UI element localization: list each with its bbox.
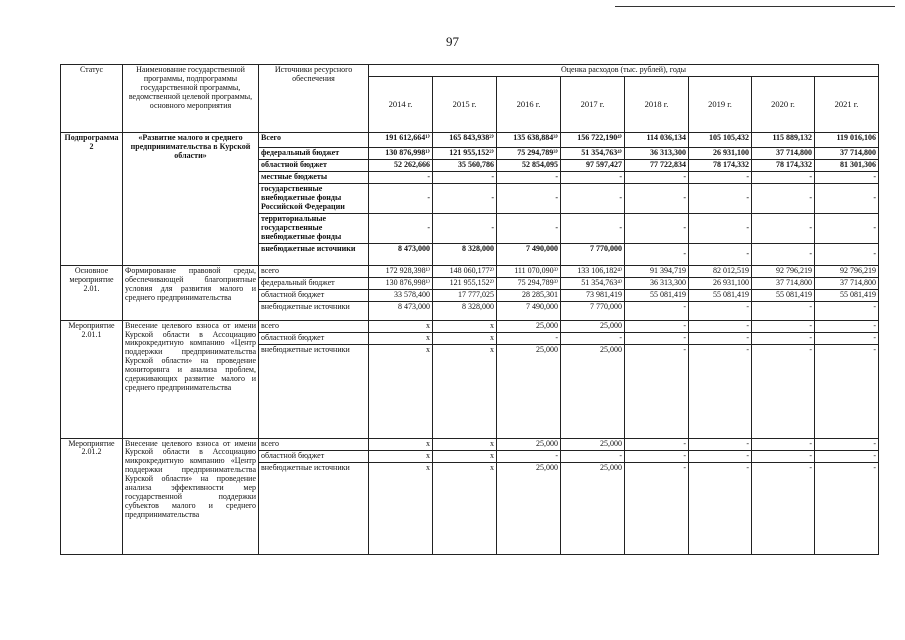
- source-cell: всего: [259, 265, 369, 277]
- value-cell: 130 876,998¹⁾: [369, 147, 433, 159]
- value-cell: 130 876,998¹⁾: [369, 277, 433, 289]
- value-cell: -: [625, 183, 689, 213]
- source-cell: внебюджетные источники: [259, 243, 369, 265]
- value-cell: -: [689, 332, 752, 344]
- source-cell: внебюджетные источники: [259, 462, 369, 554]
- value-cell: -: [625, 320, 689, 332]
- value-cell: 51 354,763⁴⁾: [561, 147, 625, 159]
- value-cell: -: [689, 243, 752, 265]
- value-cell: 25,000: [497, 344, 561, 438]
- value-cell: -: [369, 171, 433, 183]
- value-cell: 82 012,519: [689, 265, 752, 277]
- source-cell: федеральный бюджет: [259, 277, 369, 289]
- value-cell: -: [625, 438, 689, 450]
- value-cell: x: [369, 462, 433, 554]
- value-cell: 55 081,419: [625, 289, 689, 301]
- value-cell: -: [815, 171, 879, 183]
- value-cell: 35 560,786: [433, 159, 497, 171]
- source-cell: областной бюджет: [259, 332, 369, 344]
- value-cell: 55 081,419: [752, 289, 815, 301]
- row-status: Подпрограмма 2: [61, 132, 123, 265]
- year-header: 2019 г.: [689, 76, 752, 132]
- value-cell: 26 931,100: [689, 147, 752, 159]
- value-cell: -: [689, 171, 752, 183]
- value-cell: -: [815, 462, 879, 554]
- header-status: Статус: [61, 65, 123, 133]
- value-cell: -: [561, 450, 625, 462]
- value-cell: x: [433, 438, 497, 450]
- value-cell: 81 301,306: [815, 159, 879, 171]
- value-cell: -: [752, 171, 815, 183]
- table-row: [61, 132, 879, 147]
- value-cell: 91 394,719: [625, 265, 689, 277]
- value-cell: -: [752, 183, 815, 213]
- value-cell: 37 714,800: [752, 147, 815, 159]
- value-cell: 135 638,884³⁾: [497, 132, 561, 147]
- row-name: «Развитие малого и среднего предпринимательства в Курской области»: [123, 132, 259, 265]
- value-cell: -: [815, 320, 879, 332]
- row-name: Внесение целевого взноса от имени Курской области в Ассоциацию микрокредитную компанию «Центр поддержки предпринимательства Курской области» на проведение мониторинга и анализа проблем, сдерживающих развитие малого и среднего предпринимательства: [123, 320, 259, 438]
- row-name: Внесение целевого взноса от имени Курской области в Ассоциацию микрокредитную компанию «Центр поддержки предпринимательства Курской области» на проведение анализа эффективности мер государственной поддержки субъектов малого и среднего предпринимательства: [123, 438, 259, 554]
- value-cell: -: [752, 462, 815, 554]
- value-cell: x: [369, 344, 433, 438]
- value-cell: 105 105,432: [689, 132, 752, 147]
- value-cell: x: [433, 344, 497, 438]
- value-cell: 8 328,000: [433, 301, 497, 320]
- value-cell: x: [433, 320, 497, 332]
- header-name: Наименование государственной программы, подпрограммы государственной программы, ведомственной целевой программы, основного мероприятия: [123, 65, 259, 133]
- source-cell: всего: [259, 320, 369, 332]
- value-cell: -: [561, 183, 625, 213]
- source-cell: областной бюджет: [259, 159, 369, 171]
- value-cell: 37 714,800: [752, 277, 815, 289]
- row-status: Мероприятие 2.01.2: [61, 438, 123, 554]
- year-header: 2015 г.: [433, 76, 497, 132]
- year-header: 2020 г.: [752, 76, 815, 132]
- year-header: 2017 г.: [561, 76, 625, 132]
- value-cell: 33 578,400: [369, 289, 433, 301]
- value-cell: 55 081,419: [689, 289, 752, 301]
- value-cell: -: [689, 320, 752, 332]
- value-cell: 7 770,000: [561, 301, 625, 320]
- year-header: 2014 г.: [369, 76, 433, 132]
- value-cell: 8 473,000: [369, 243, 433, 265]
- value-cell: 8 473,000: [369, 301, 433, 320]
- source-cell: федеральный бюджет: [259, 147, 369, 159]
- value-cell: 191 612,664¹⁾: [369, 132, 433, 147]
- value-cell: -: [561, 213, 625, 243]
- value-cell: 115 889,132: [752, 132, 815, 147]
- value-cell: -: [433, 213, 497, 243]
- page-number: 97: [446, 34, 459, 49]
- value-cell: -: [752, 320, 815, 332]
- year-header: 2016 г.: [497, 76, 561, 132]
- value-cell: 26 931,100: [689, 277, 752, 289]
- value-cell: 148 060,177²⁾: [433, 265, 497, 277]
- source-cell: государственные внебюджетные фонды Российской Федерации: [259, 183, 369, 213]
- value-cell: 25,000: [561, 344, 625, 438]
- value-cell: -: [433, 171, 497, 183]
- value-cell: 8 328,000: [433, 243, 497, 265]
- value-cell: -: [752, 450, 815, 462]
- value-cell: 172 928,398¹⁾: [369, 265, 433, 277]
- table-row: [61, 438, 879, 450]
- value-cell: x: [369, 320, 433, 332]
- value-cell: -: [752, 301, 815, 320]
- value-cell: 114 036,134: [625, 132, 689, 147]
- value-cell: -: [497, 450, 561, 462]
- value-cell: -: [625, 243, 689, 265]
- value-cell: -: [752, 243, 815, 265]
- value-cell: 25,000: [561, 320, 625, 332]
- value-cell: -: [752, 438, 815, 450]
- value-cell: -: [815, 301, 879, 320]
- source-cell: областной бюджет: [259, 289, 369, 301]
- value-cell: 36 313,300: [625, 277, 689, 289]
- value-cell: -: [497, 332, 561, 344]
- value-cell: 111 070,090³⁾: [497, 265, 561, 277]
- value-cell: -: [561, 332, 625, 344]
- value-cell: 75 294,789³⁾: [497, 277, 561, 289]
- value-cell: 52 262,666: [369, 159, 433, 171]
- value-cell: 37 714,800: [815, 147, 879, 159]
- value-cell: -: [561, 171, 625, 183]
- value-cell: 36 313,300: [625, 147, 689, 159]
- value-cell: 51 354,763⁴⁾: [561, 277, 625, 289]
- value-cell: -: [815, 183, 879, 213]
- header-estimate: Оценка расходов (тыс. рублей), годы: [369, 65, 879, 77]
- value-cell: -: [689, 301, 752, 320]
- expenditure-table: [60, 64, 879, 555]
- value-cell: -: [497, 183, 561, 213]
- value-cell: 92 796,219: [752, 265, 815, 277]
- source-cell: местные бюджеты: [259, 171, 369, 183]
- value-cell: -: [752, 213, 815, 243]
- value-cell: 55 081,419: [815, 289, 879, 301]
- value-cell: -: [815, 344, 879, 438]
- value-cell: 156 722,190⁴⁾: [561, 132, 625, 147]
- value-cell: 133 106,182⁴⁾: [561, 265, 625, 277]
- value-cell: 119 016,106: [815, 132, 879, 147]
- value-cell: 25,000: [497, 320, 561, 332]
- value-cell: 25,000: [497, 462, 561, 554]
- value-cell: 7 770,000: [561, 243, 625, 265]
- source-cell: территориальные государственные внебюджетные фонды: [259, 213, 369, 243]
- value-cell: -: [625, 301, 689, 320]
- row-status: Мероприятие 2.01.1: [61, 320, 123, 438]
- value-cell: -: [689, 344, 752, 438]
- top-rule: [615, 6, 895, 7]
- value-cell: -: [369, 183, 433, 213]
- value-cell: -: [815, 450, 879, 462]
- value-cell: -: [689, 462, 752, 554]
- value-cell: 7 490,000: [497, 301, 561, 320]
- value-cell: 28 285,301: [497, 289, 561, 301]
- value-cell: x: [369, 332, 433, 344]
- value-cell: 97 597,427: [561, 159, 625, 171]
- value-cell: 25,000: [561, 462, 625, 554]
- value-cell: -: [689, 183, 752, 213]
- year-header: 2021 г.: [815, 76, 879, 132]
- value-cell: 77 722,834: [625, 159, 689, 171]
- value-cell: -: [689, 213, 752, 243]
- source-cell: внебюджетные источники: [259, 301, 369, 320]
- value-cell: -: [689, 438, 752, 450]
- value-cell: -: [752, 332, 815, 344]
- value-cell: 25,000: [561, 438, 625, 450]
- value-cell: -: [625, 171, 689, 183]
- row-name: Формирование правовой среды, обеспечивающей благоприятные условия для развития малого и среднего предпринимательства: [123, 265, 259, 320]
- source-cell: внебюджетные источники: [259, 344, 369, 438]
- value-cell: -: [625, 462, 689, 554]
- value-cell: 78 174,332: [752, 159, 815, 171]
- value-cell: 121 955,152²⁾: [433, 277, 497, 289]
- value-cell: -: [369, 213, 433, 243]
- value-cell: x: [433, 332, 497, 344]
- value-cell: -: [433, 183, 497, 213]
- source-cell: всего: [259, 438, 369, 450]
- value-cell: -: [625, 450, 689, 462]
- source-cell: областной бюджет: [259, 450, 369, 462]
- value-cell: x: [433, 450, 497, 462]
- value-cell: -: [625, 213, 689, 243]
- value-cell: -: [815, 243, 879, 265]
- value-cell: 17 777,025: [433, 289, 497, 301]
- value-cell: 25,000: [497, 438, 561, 450]
- value-cell: 78 174,332: [689, 159, 752, 171]
- table-row: [61, 320, 879, 332]
- value-cell: 121 955,152²⁾: [433, 147, 497, 159]
- value-cell: -: [625, 344, 689, 438]
- value-cell: 52 854,095: [497, 159, 561, 171]
- value-cell: 7 490,000: [497, 243, 561, 265]
- row-status: Основное мероприятие 2.01.: [61, 265, 123, 320]
- source-cell: Всего: [259, 132, 369, 147]
- value-cell: 165 843,938²⁾: [433, 132, 497, 147]
- value-cell: -: [815, 213, 879, 243]
- table-row: [61, 265, 879, 277]
- value-cell: 75 294,789³⁾: [497, 147, 561, 159]
- value-cell: 37 714,800: [815, 277, 879, 289]
- value-cell: x: [369, 450, 433, 462]
- value-cell: -: [625, 332, 689, 344]
- year-header: 2018 г.: [625, 76, 689, 132]
- value-cell: -: [752, 344, 815, 438]
- value-cell: -: [497, 171, 561, 183]
- value-cell: x: [433, 462, 497, 554]
- value-cell: -: [815, 332, 879, 344]
- value-cell: -: [497, 213, 561, 243]
- value-cell: 92 796,219: [815, 265, 879, 277]
- header-sources: Источники ресурсного обеспечения: [259, 65, 369, 133]
- value-cell: 73 981,419: [561, 289, 625, 301]
- value-cell: -: [815, 438, 879, 450]
- value-cell: -: [689, 450, 752, 462]
- value-cell: x: [369, 438, 433, 450]
